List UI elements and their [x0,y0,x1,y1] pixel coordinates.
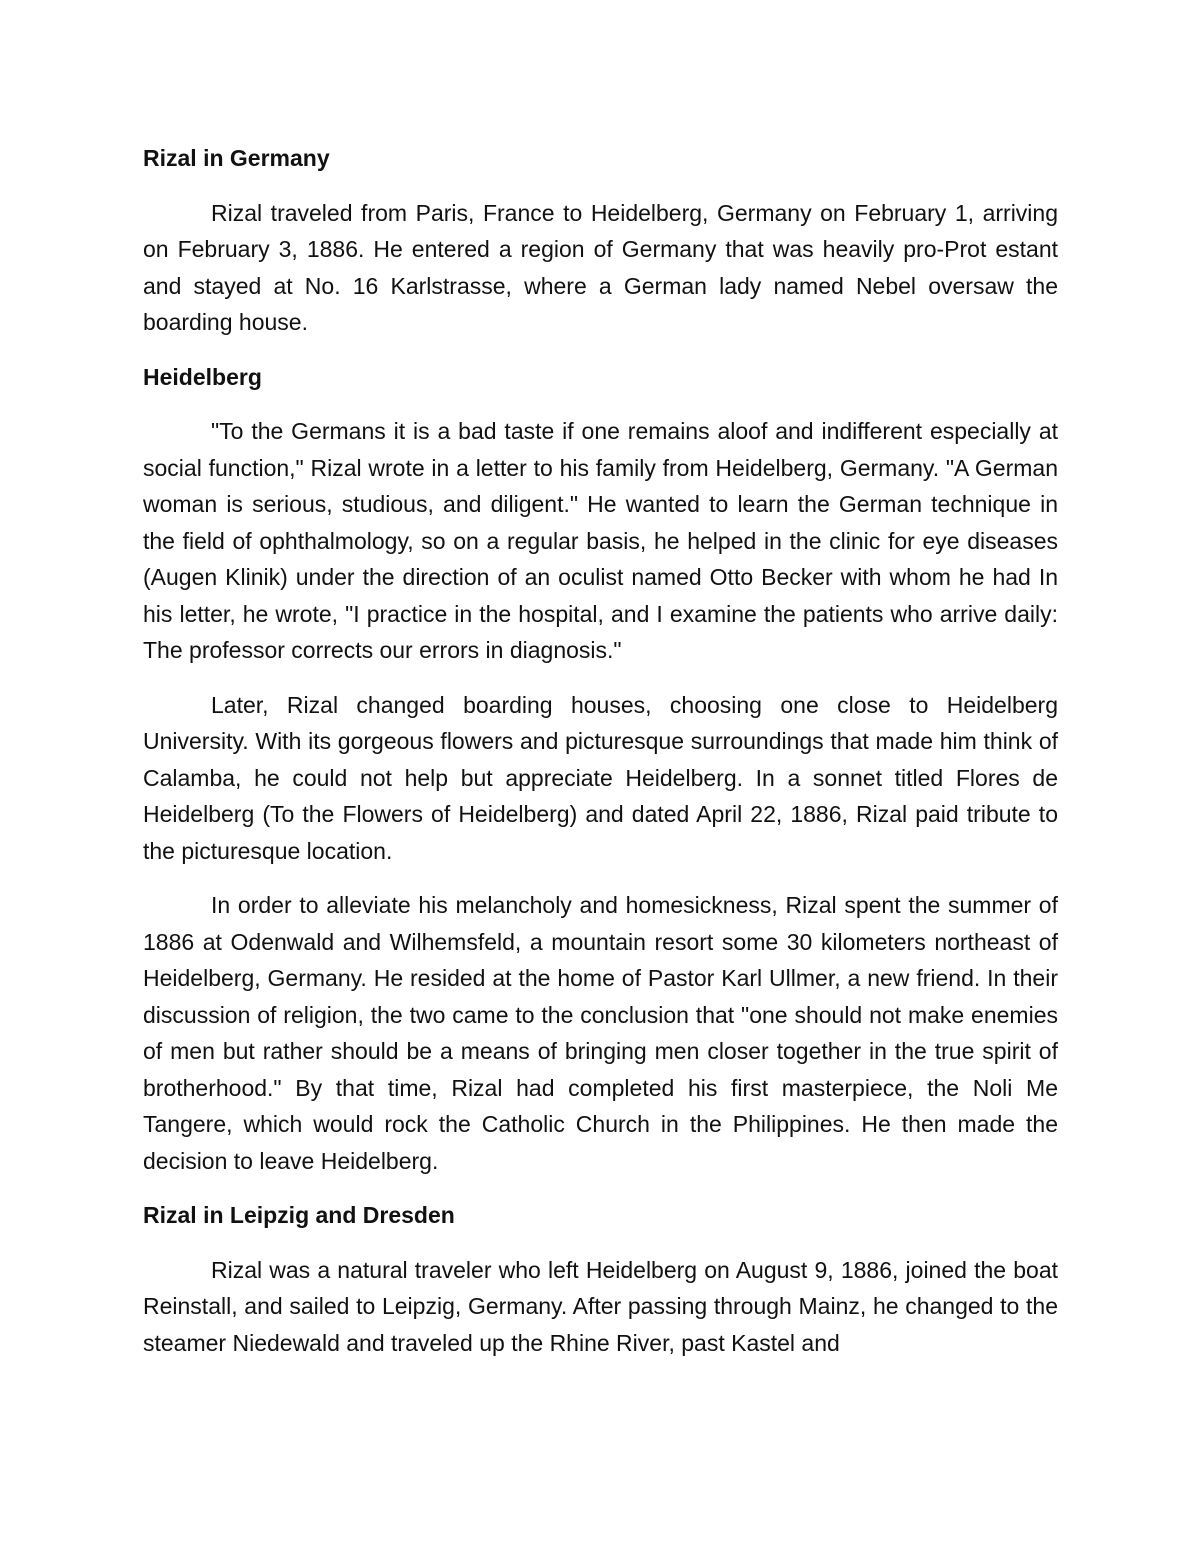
paragraph: Rizal traveled from Paris, France to Heidelberg, Germany on February 1, arriving on February 3, 1886. He entered a region of Germany that was heavily pro-Prot estant and stayed at No. 16 Karlstrasse, where a German lady named Nebel oversaw the boarding house. [143,199,1058,335]
document-page [143,140,1058,1375]
paragraph: Later, Rizal changed boarding houses, choosing one close to Heidelberg University. With its gorgeous flowers and picturesque surroundings that made him think of Calamba, he could not help but appreciate Heidelberg. In a sonnet titled Flores de Heidelberg (To the Flowers of Heidelberg) and dated April 22, 1886, Rizal paid tribute to the picturesque location. [143,691,1058,864]
paragraph: "To the Germans it is a bad taste if one remains aloof and indifferent especially at social function," Rizal wrote in a letter to his family from Heidelberg, Germany. "A German woman is serious, studious, and diligent." He wanted to learn the German technique in the field of ophthalmology, so on a regular basis, he helped in the clinic for eye diseases (Augen Klinik) under the direction of an oculist named Otto Becker with whom he had In his letter, he wrote, "I practice in the hospital, and I examine the patients who arrive daily: The professor corrects our errors in diagnosis." [143,418,1058,663]
paragraph: In order to alleviate his melancholy and homesickness, Rizal spent the summer of 1886 at Odenwald and Wilhemsfeld, a mountain resort some 30 kilometers northeast of Heidelberg, Germany. He resided at the home of Pastor Karl Ullmer, a new friend. In their discussion of religion, the two came to the conclusion that "one should not make enemies of men but rather should be a means of bringing men closer together in the true spirit of brotherhood." By that time, Rizal had completed his first masterpiece, the Noli Me Tangere, which would rock the Catholic Church in the Philippines. He then made the decision to leave Heidelberg. [143,892,1058,1174]
section-heading: Rizal in Leipzig and Dresden [143,1202,455,1228]
section-heading: Rizal in Germany [143,145,330,171]
section-heidelberg [143,359,1058,1180]
section-rizal-in-germany [143,140,1058,341]
paragraph: Rizal was a natural traveler who left Heidelberg on August 9, 1886, joined the boat Reinstall, and sailed to Leipzig, Germany. After passing through Mainz, he changed to the steamer Niedewald and traveled up the Rhine River, past Kastel and [143,1256,1058,1356]
section-heading: Heidelberg [143,363,262,390]
section-rizal-in-leipzig-and-dresden [143,1197,1058,1361]
